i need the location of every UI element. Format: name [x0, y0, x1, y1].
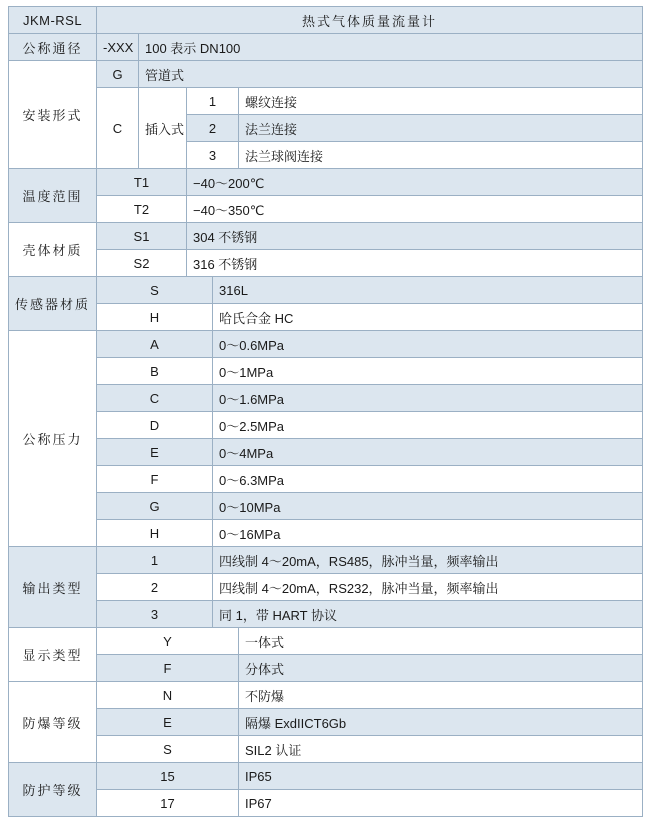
code-shell-2: S2	[97, 250, 187, 277]
desc-temperature-2: −40～350℃	[187, 196, 643, 223]
desc-display-1: 一体式	[239, 628, 643, 655]
row-label-install-type: 安装形式	[9, 61, 97, 169]
code-install-insert-item-1: 1	[187, 88, 239, 115]
desc-shell-1: 304 不锈钢	[187, 223, 643, 250]
table-row-output-1	[9, 547, 643, 574]
code-pressure-7: G	[97, 493, 213, 520]
row-label-temperature-range: 温度范围	[9, 169, 97, 223]
code-shell-1: S1	[97, 223, 187, 250]
model-code-cell: JKM-RSL	[9, 7, 97, 34]
desc-display-2: 分体式	[239, 655, 643, 682]
table-row-explosion-1	[9, 682, 643, 709]
desc-protection-1: IP65	[239, 763, 643, 790]
table-row-install-insert-1	[9, 88, 643, 115]
desc-sensor-1: 316L	[213, 277, 643, 304]
code-pressure-6: F	[97, 466, 213, 493]
product-title-cell: 热式气体质量流量计	[97, 7, 643, 34]
desc-explosion-3: SIL2 认证	[239, 736, 643, 763]
code-output-3: 3	[97, 601, 213, 628]
row-label-protection-level: 防护等级	[9, 763, 97, 817]
table-row-temperature-1	[9, 169, 643, 196]
desc-pressure-4: 0～2.5MPa	[213, 412, 643, 439]
code-explosion-3: S	[97, 736, 239, 763]
code-explosion-1: N	[97, 682, 239, 709]
table-row-header	[9, 7, 643, 34]
code-protection-1: 15	[97, 763, 239, 790]
code-pressure-3: C	[97, 385, 213, 412]
desc-install-pipe: 管道式	[139, 61, 643, 88]
table-row-display-2	[9, 655, 643, 682]
table-row-pressure-8	[9, 520, 643, 547]
desc-explosion-1: 不防爆	[239, 682, 643, 709]
code-output-1: 1	[97, 547, 213, 574]
code-nominal-diameter: -XXX	[97, 34, 139, 61]
table-row-nominal-diameter	[9, 34, 643, 61]
desc-output-2: 四线制 4～20mA，RS232，脉冲当量，频率输出	[213, 574, 643, 601]
row-label-sensor-material: 传感器材质	[9, 277, 97, 331]
desc-protection-2: IP67	[239, 790, 643, 817]
code-pressure-5: E	[97, 439, 213, 466]
desc-shell-2: 316 不锈钢	[187, 250, 643, 277]
table-row-pressure-4	[9, 412, 643, 439]
table-row-display-1	[9, 628, 643, 655]
desc-explosion-2: 隔爆 ExdIICT6Gb	[239, 709, 643, 736]
table-row-protection-2	[9, 790, 643, 817]
table-row-explosion-3	[9, 736, 643, 763]
table-row-pressure-2	[9, 358, 643, 385]
desc-nominal-diameter: 100 表示 DN100	[139, 34, 643, 61]
desc-install-insert: 插入式	[139, 88, 187, 169]
code-temperature-2: T2	[97, 196, 187, 223]
desc-install-insert-item-1: 螺纹连接	[239, 88, 643, 115]
table-row-pressure-7	[9, 493, 643, 520]
row-label-nominal-pressure: 公称压力	[9, 331, 97, 547]
table-row-shell-1	[9, 223, 643, 250]
desc-output-3: 同 1，带 HART 协议	[213, 601, 643, 628]
desc-pressure-7: 0～10MPa	[213, 493, 643, 520]
code-install-insert-item-2: 2	[187, 115, 239, 142]
table-row-output-2	[9, 574, 643, 601]
table-row-temperature-2	[9, 196, 643, 223]
code-temperature-1: T1	[97, 169, 187, 196]
code-explosion-2: E	[97, 709, 239, 736]
desc-install-insert-item-2: 法兰连接	[239, 115, 643, 142]
code-display-1: Y	[97, 628, 239, 655]
table-row-pressure-3	[9, 385, 643, 412]
table-row-pressure-5	[9, 439, 643, 466]
table-row-shell-2	[9, 250, 643, 277]
code-sensor-1: S	[97, 277, 213, 304]
desc-install-insert-item-3: 法兰球阀连接	[239, 142, 643, 169]
table-row-sensor-2	[9, 304, 643, 331]
code-pressure-8: H	[97, 520, 213, 547]
table-row-pressure-1	[9, 331, 643, 358]
specification-table	[8, 6, 643, 817]
desc-pressure-3: 0～1.6MPa	[213, 385, 643, 412]
desc-pressure-5: 0～4MPa	[213, 439, 643, 466]
code-pressure-1: A	[97, 331, 213, 358]
desc-pressure-8: 0～16MPa	[213, 520, 643, 547]
row-label-shell-material: 壳体材质	[9, 223, 97, 277]
desc-pressure-2: 0～1MPa	[213, 358, 643, 385]
code-sensor-2: H	[97, 304, 213, 331]
row-label-explosion-proof: 防爆等级	[9, 682, 97, 763]
desc-pressure-1: 0～0.6MPa	[213, 331, 643, 358]
desc-pressure-6: 0～6.3MPa	[213, 466, 643, 493]
code-protection-2: 17	[97, 790, 239, 817]
table-row-output-3	[9, 601, 643, 628]
code-install-pipe: G	[97, 61, 139, 88]
code-install-insert: C	[97, 88, 139, 169]
code-pressure-4: D	[97, 412, 213, 439]
table-row-install-pipe	[9, 61, 643, 88]
code-display-2: F	[97, 655, 239, 682]
desc-temperature-1: −40～200℃	[187, 169, 643, 196]
table-row-sensor-1	[9, 277, 643, 304]
row-label-nominal-diameter: 公称通径	[9, 34, 97, 61]
table-row-protection-1	[9, 763, 643, 790]
row-label-output-type: 输出类型	[9, 547, 97, 628]
code-output-2: 2	[97, 574, 213, 601]
desc-output-1: 四线制 4～20mA，RS485，脉冲当量，频率输出	[213, 547, 643, 574]
code-install-insert-item-3: 3	[187, 142, 239, 169]
desc-sensor-2: 哈氏合金 HC	[213, 304, 643, 331]
table-row-explosion-2	[9, 709, 643, 736]
row-label-display-type: 显示类型	[9, 628, 97, 682]
code-pressure-2: B	[97, 358, 213, 385]
table-row-pressure-6	[9, 466, 643, 493]
